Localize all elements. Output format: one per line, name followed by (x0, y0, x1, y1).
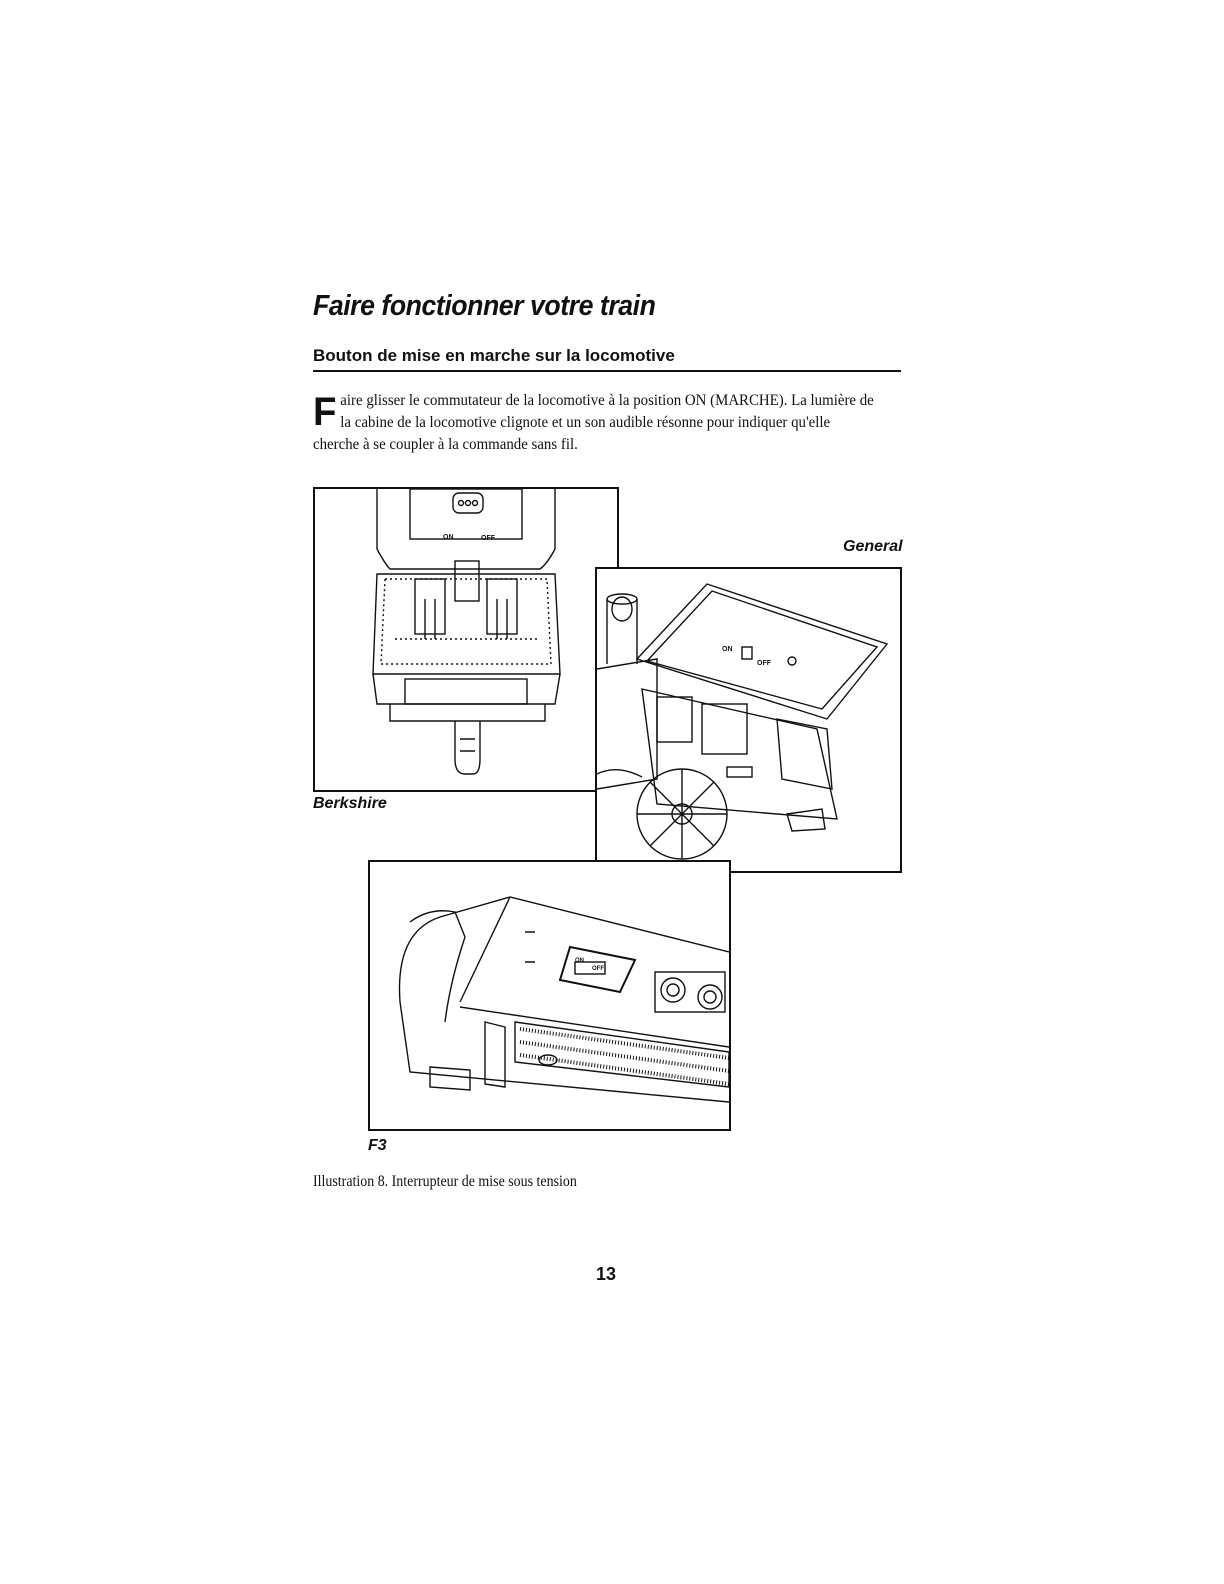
f3-switch-on: ON (575, 958, 584, 964)
general-illustration (595, 567, 902, 873)
body-text: aire glisser le commutateur de la locomotive à la position ON (MARCHE). La lumière de la cabine de la locomotive clignote et un son audible résonne pour indiquer qu'elle cherche à se coupler à la commande sans fil. (313, 392, 874, 453)
body-paragraph (313, 390, 879, 456)
berkshire-label: Berkshire (313, 795, 387, 812)
general-switch-off: OFF (757, 660, 771, 667)
f3-label: F3 (368, 1137, 387, 1154)
drop-cap: F (313, 390, 337, 434)
section-heading: Bouton de mise en marche sur la locomotive (313, 346, 901, 372)
page-title: Faire fonctionner votre train (313, 290, 656, 322)
f3-illustration (368, 860, 731, 1131)
page-number: 13 (596, 1264, 617, 1284)
figure-caption: Illustration 8. Interrupteur de mise sous tension (313, 1173, 577, 1190)
f3-switch-off: OFF (592, 966, 604, 972)
berkshire-switch-off: OFF (481, 535, 495, 542)
berkshire-switch-on: ON (443, 534, 454, 541)
berkshire-illustration (313, 487, 619, 792)
general-switch-on: ON (722, 646, 733, 653)
general-label: General (843, 538, 903, 555)
